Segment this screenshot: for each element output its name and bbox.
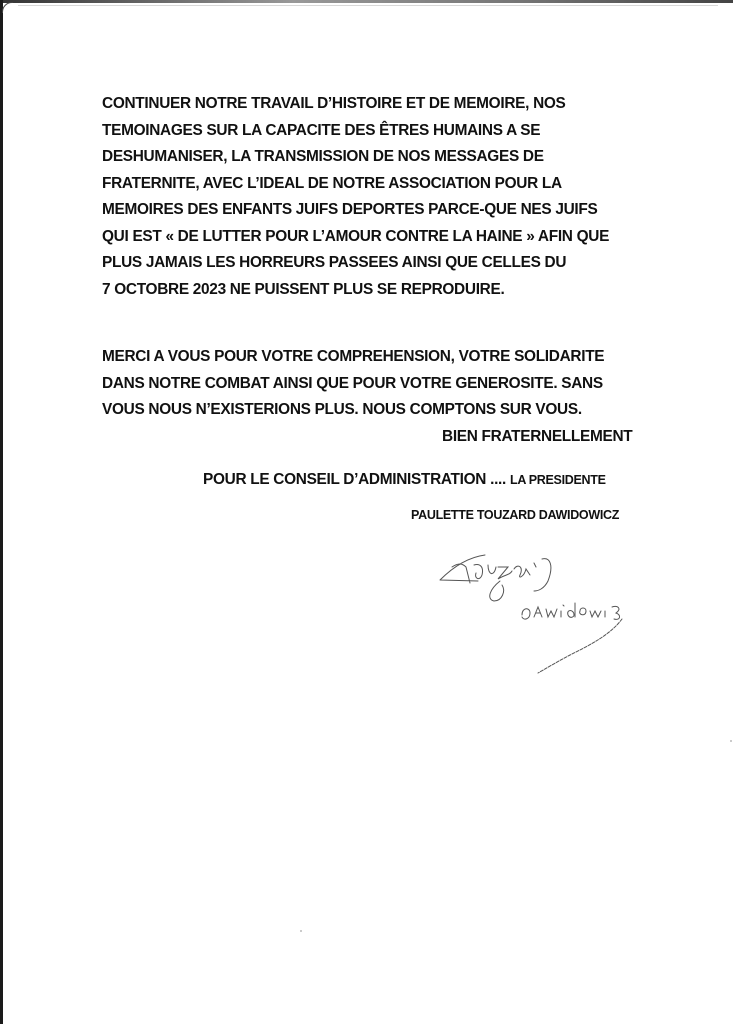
text-line: CONTINUER NOTRE TRAVAIL D’HISTOIRE ET DE MEMOIRE, NOS <box>102 95 566 112</box>
signature-flourish <box>538 619 622 673</box>
text-line: DANS NOTRE COMBAT AINSI QUE POUR VOTRE GENEROSITE. SANS <box>102 374 603 392</box>
text-line: DESHUMANISER, LA TRANSMISSION DE NOS MESSAGES DE <box>102 148 544 165</box>
scan-edge-left <box>0 0 3 1024</box>
text-line: MERCI A VOUS POUR VOTRE COMPREHENSION, VOTRE SOLIDARITE <box>102 348 605 365</box>
text-line: PLUS JAMAIS LES HORREURS PASSEES AINSI QUE CELLES DU <box>102 254 567 271</box>
signature-stroke-loop <box>490 581 504 601</box>
scan-speck <box>730 740 732 742</box>
signature-stroke-dawidowicz <box>522 603 620 619</box>
on-behalf-line <box>203 471 606 489</box>
text-line: TEMOINAGES SUR LA CAPACITE DES ÊTRES HUMAINS A SE <box>102 121 541 139</box>
page-corner <box>2 2 13 13</box>
text-line: FRATERNITE, AVEC L’IDEAL DE NOTRE ASSOCIATION POUR LA <box>102 174 562 192</box>
paragraph-thanks <box>102 344 604 424</box>
text-line: MEMOIRES DES ENFANTS JUIFS DEPORTES PARCE-QUE NES JUIFS <box>102 201 598 218</box>
text-line: QUI EST « DE LUTTER POUR L’AMOUR CONTRE LA HAINE » AFIN QUE <box>102 227 610 245</box>
scan-line <box>18 5 718 6</box>
scan-speck <box>300 930 302 932</box>
text-line: VOUS NOUS N’EXISTERIONS PLUS. NOUS COMPTONS SUR VOUS. <box>102 401 582 418</box>
signatory-name: PAULETTE TOUZARD DAWIDOWICZ <box>411 508 620 522</box>
handwritten-signature <box>430 545 650 675</box>
text-line: 7 OCTOBRE 2023 NE PUISSENT PLUS SE REPRODUIRE. <box>102 280 505 298</box>
paragraph-mission <box>102 91 609 303</box>
role-text: LA PRESIDENTE <box>509 473 606 487</box>
closing-salutation: BIEN FRATERNELLEMENT <box>442 428 633 445</box>
on-behalf-text: POUR LE CONSEIL D’ADMINISTRATION .... <box>203 471 506 488</box>
scan-edge-top <box>0 0 733 3</box>
